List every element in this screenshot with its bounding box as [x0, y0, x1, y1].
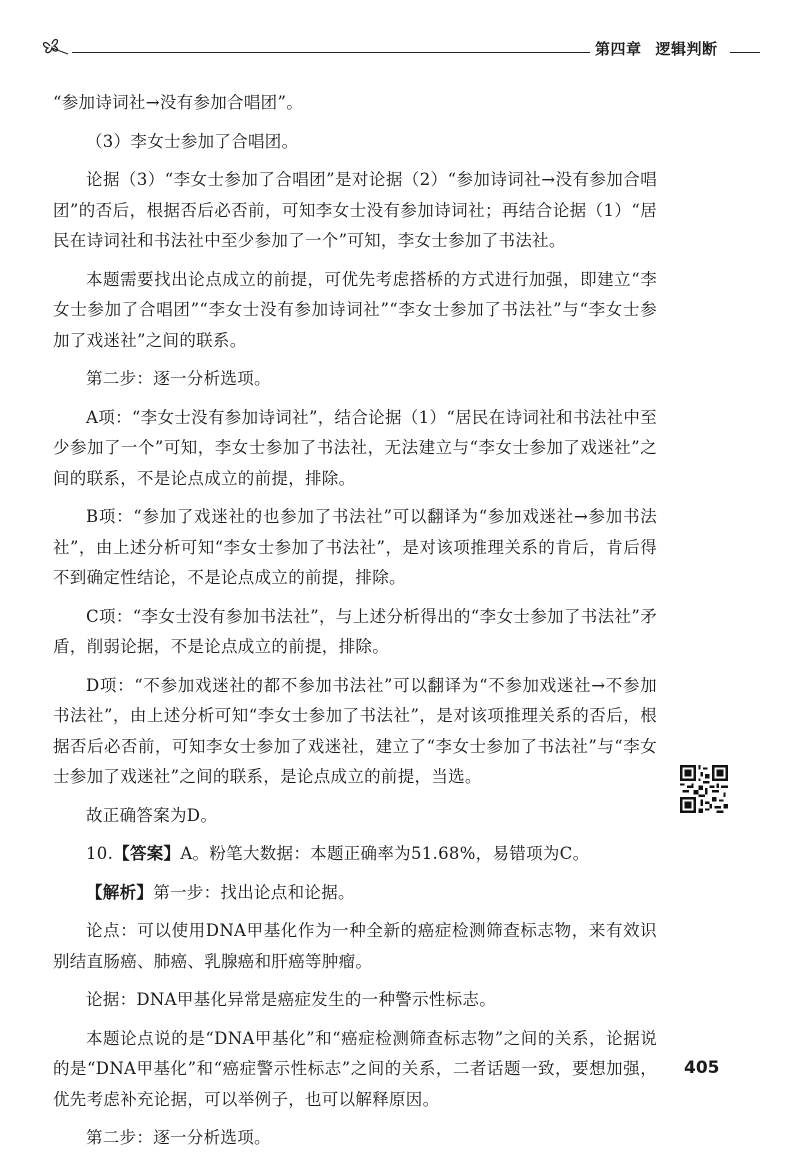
- analysis-heading: [53, 878, 657, 909]
- step-two-paragraph: 第二步：逐一分析选项。: [86, 1128, 271, 1147]
- paragraph-2: （3）李女士参加了合唱团。: [86, 131, 299, 151]
- option-a-analysis: A项：“李女士没有参加诗词社”，结合论据（1）“居民在诗词社和书法社中至少参加了一个”可知，李女士参加了书法社，无法建立与“李女士参加了戏迷社”之间的联系，不是论点成立的前提，排除。: [53, 407, 657, 488]
- analysis-label: 【解析】: [86, 882, 154, 902]
- chapter-label: [595, 38, 718, 59]
- page-number: 405: [684, 1058, 720, 1078]
- question-10-answer: [53, 839, 657, 870]
- qr-code-icon[interactable]: [680, 765, 728, 813]
- thesis-paragraph: 论点：可以使用DNA甲基化作为一种全新的癌症检测筛查标志物，来有效识别结直肠癌、肺癌、乳腺癌和肝癌等肿瘤。: [53, 921, 657, 971]
- relation-paragraph: 本题论点说的是“DNA甲基化”和“癌症检测筛查标志物”之间的关系，论据说的是“DNA甲基化”和“癌症警示性标志”之间的关系，二者话题一致，要想加强，优先考虑补充论据，可以举例子，也可以解释原因。: [53, 1028, 657, 1109]
- question-number: 10.: [86, 844, 114, 863]
- answer-conclusion: 故正确答案为D。: [86, 805, 218, 825]
- answer-label: 【答案】: [113, 844, 181, 863]
- chapter-title: 逻辑判断: [655, 40, 718, 58]
- page-body: [53, 88, 657, 1162]
- header-rule-right: [730, 52, 760, 53]
- evidence-paragraph: 论据：DNA甲基化异常是癌症发生的一种警示性标志。: [86, 990, 497, 1009]
- option-c-analysis: C项：“李女士没有参加书法社”，与上述分析得出的“李女士参加了书法社”矛盾，削弱论据，不是论点成立的前提，排除。: [53, 606, 657, 656]
- paragraph-4: 本题需要找出论点成立的前提，可优先考虑搭桥的方式进行加强，即建立“李女士参加了合唱团”“李女士没有参加诗词社”“李女士参加了书法社”与“李女士参加了戏迷社”之间的联系。: [53, 269, 657, 350]
- answer-text: A。粉笔大数据：本题正确率为51.68%，易错项为C。: [180, 844, 590, 863]
- option-d-analysis: D项：“不参加戏迷社的都不参加书法社”可以翻译为“不参加戏迷社→不参加书法社”，由上述分析可知“李女士参加了书法社”，是对该项推理关系的否后，根据否后必否前，可知李女士参加了戏迷社，建立了“李女士参加了书法社”与“李女士参加了戏迷社”之间的联系，是论点成立的前提，当选。: [53, 675, 657, 786]
- header-rule-left: [72, 52, 590, 53]
- option-b-analysis: B项：“参加了戏迷社的也参加了书法社”可以翻译为“参加戏迷社→参加书法社”，由上述分析可知“李女士参加了书法社”，是对该项推理关系的肯后，肯后得不到确定性结论，不是论点成立的前提，排除。: [53, 507, 657, 587]
- clover-ornament-icon: [40, 32, 70, 56]
- chapter-number: 第四章: [595, 40, 642, 58]
- page-header: [40, 28, 760, 64]
- analysis-step-one: 第一步：找出论点和论据。: [153, 882, 355, 902]
- paragraph-5: 第二步：逐一分析选项。: [86, 369, 271, 388]
- paragraph-1: “参加诗词社→没有参加合唱团”。: [53, 93, 303, 112]
- paragraph-3: 论据（3）“李女士参加了合唱团”是对论据（2）“参加诗词社→没有参加合唱团”的否后，根据否后必否前，可知李女士没有参加诗词社；再结合论据（1）“居民在诗词社和书法社中至少参加了一个”可知，李女士参加了书法社。: [53, 170, 657, 250]
